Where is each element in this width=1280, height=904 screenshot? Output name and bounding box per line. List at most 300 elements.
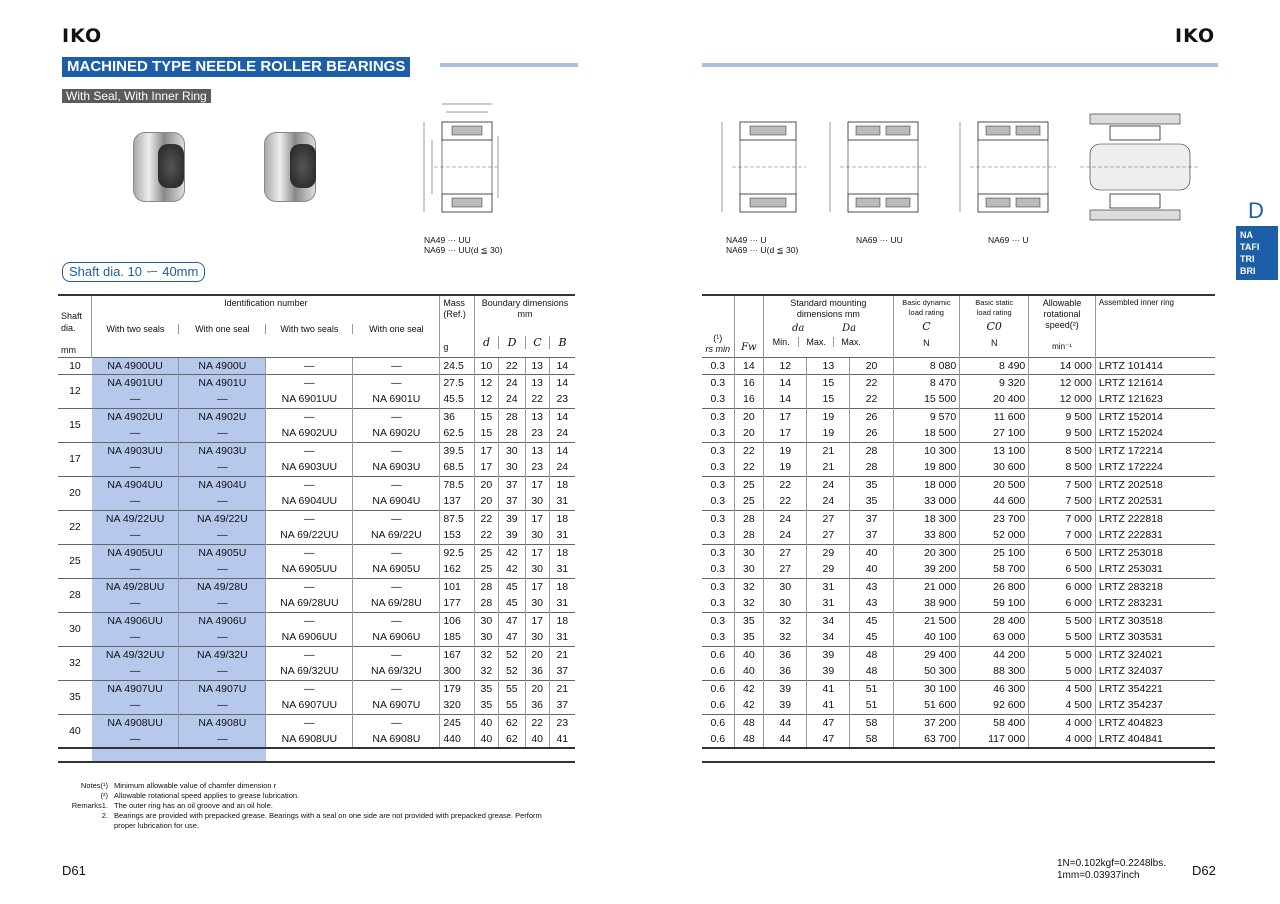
tab-item-bri[interactable]: BRI xyxy=(1240,266,1256,276)
fw-cell: 35 xyxy=(734,629,764,646)
da-min-cell: 36 xyxy=(764,663,807,680)
dim-D-cell: 30 xyxy=(498,442,525,459)
da-min-cell: 39 xyxy=(764,697,807,714)
drawing-caption-c: NA69 ··· U xyxy=(988,235,1029,245)
inner-ring-cell: LRTZ 202518 xyxy=(1095,476,1215,493)
dynamic-load-cell: 18 300 xyxy=(893,510,960,527)
one-seal-id-a: NA 4904U xyxy=(179,476,266,493)
fw-cell: 32 xyxy=(734,578,764,595)
dynamic-load-cell: 19 800 xyxy=(893,459,960,476)
dynamic-load-cell: 8 470 xyxy=(893,374,960,391)
static-load-cell: 11 600 xyxy=(960,408,1029,425)
hdr-stat: Basic static xyxy=(975,298,1014,307)
one-seal-id-a: NA 4905U xyxy=(179,544,266,561)
dim-B-cell: 18 xyxy=(549,612,575,629)
static-load-cell: 52 000 xyxy=(960,527,1029,544)
da-max-cell: 41 xyxy=(807,697,850,714)
mass-cell: 24.5 xyxy=(440,357,475,374)
hdr-g: g xyxy=(443,342,449,352)
da-max-cell: 19 xyxy=(807,408,850,425)
dim-d-cell: 32 xyxy=(474,646,498,663)
chamfer-cell: 0.3 xyxy=(702,357,734,374)
note-line xyxy=(60,811,580,821)
two-seals-id-b: NA 6903UU xyxy=(266,459,353,476)
hdr-D: D xyxy=(498,336,525,349)
shaft-dia-cell: 15 xyxy=(58,408,92,442)
chamfer-cell: 0.3 xyxy=(702,408,734,425)
inner-ring-cell: LRTZ 121623 xyxy=(1095,391,1215,408)
fw-cell: 20 xyxy=(734,408,764,425)
dim-B-cell: 31 xyxy=(549,527,575,544)
two-seals-id-a: NA 4900UU xyxy=(92,357,179,374)
dim-D-cell: 30 xyxy=(498,459,525,476)
hdr-damin: Min. xyxy=(772,337,790,347)
table-row xyxy=(702,459,1215,476)
mass-cell: 68.5 xyxy=(440,459,475,476)
Da-max-cell: 35 xyxy=(850,493,893,510)
table-row xyxy=(702,408,1215,425)
one-seal-id-b: — xyxy=(353,510,440,527)
dim-B-cell: 31 xyxy=(549,493,575,510)
brand-logo: IKO xyxy=(62,25,103,47)
note-tag: Notes(¹) xyxy=(80,781,108,790)
static-load-cell: 25 100 xyxy=(960,544,1029,561)
hdr-d: d xyxy=(482,336,490,349)
dim-D-cell: 45 xyxy=(498,595,525,612)
speed-cell: 6 500 xyxy=(1029,561,1096,578)
dynamic-load-cell: 33 000 xyxy=(893,493,960,510)
mass-cell: 185 xyxy=(440,629,475,646)
table-row xyxy=(58,629,575,646)
dim-B-cell: 31 xyxy=(549,561,575,578)
da-min-cell: 14 xyxy=(764,374,807,391)
shaft-dia-cell: 22 xyxy=(58,510,92,544)
speed-cell: 7 500 xyxy=(1029,476,1096,493)
da-min-cell: 24 xyxy=(764,510,807,527)
two-seals-id-b: — xyxy=(266,374,353,391)
table-row xyxy=(702,510,1215,527)
table-row xyxy=(58,493,575,510)
table-row xyxy=(58,595,575,612)
two-seals-id-b: NA 69/32UU xyxy=(266,663,353,680)
hdr-one-seal-b: With one seal xyxy=(352,324,439,334)
one-seal-id-b: NA 6906U xyxy=(353,629,440,646)
two-seals-id-b: NA 6907UU xyxy=(266,697,353,714)
inner-ring-cell: LRTZ 152024 xyxy=(1095,425,1215,442)
fw-cell: 22 xyxy=(734,442,764,459)
two-seals-id-b: NA 6901UU xyxy=(266,391,353,408)
note-text: The outer ring has an oil groove and an oil hole. xyxy=(114,801,273,810)
dim-D-cell: 52 xyxy=(498,663,525,680)
static-load-cell: 58 400 xyxy=(960,714,1029,731)
fw-cell: 40 xyxy=(734,663,764,680)
chamfer-cell: 0.3 xyxy=(710,461,726,474)
Da-max-cell: 48 xyxy=(850,663,893,680)
Da-max-cell: 51 xyxy=(850,697,893,714)
dim-B-cell: 41 xyxy=(549,731,575,748)
dim-B-cell: 14 xyxy=(549,357,575,374)
dynamic-load-cell: 9 570 xyxy=(893,408,960,425)
two-seals-id-b: NA 6908UU xyxy=(266,731,353,748)
table-row xyxy=(702,374,1215,391)
dynamic-load-cell: 21 500 xyxy=(893,612,960,629)
da-max-cell: 34 xyxy=(807,629,850,646)
dim-D-cell: 24 xyxy=(498,391,525,408)
fw-cell: 30 xyxy=(734,544,764,561)
da-min-cell: 22 xyxy=(764,476,807,493)
speed-cell: 4 500 xyxy=(1029,697,1096,714)
note-line xyxy=(60,781,580,791)
dim-C-cell: 30 xyxy=(525,629,549,646)
inner-ring-cell: LRTZ 303518 xyxy=(1095,612,1215,629)
tab-item-tafi[interactable]: TAFI xyxy=(1240,242,1260,252)
tab-item-na[interactable]: NA xyxy=(1240,230,1253,240)
table-row xyxy=(702,612,1215,629)
table-row xyxy=(58,544,575,561)
dim-C-cell: 17 xyxy=(525,510,549,527)
two-seals-id-b: NA 6905UU xyxy=(266,561,353,578)
table-row xyxy=(58,714,575,731)
one-seal-id-b: — xyxy=(353,442,440,459)
chamfer-cell: 0.6 xyxy=(710,699,726,712)
hdr-shaft: Shaft xyxy=(61,311,83,321)
unit-note-force: 1N=0.102kgf=0.2248lbs. xyxy=(1057,858,1166,869)
one-seal-id-b: NA 6904U xyxy=(353,493,440,510)
inner-ring-cell: LRTZ 121614 xyxy=(1095,374,1215,391)
fw-cell: 28 xyxy=(734,510,764,527)
static-load-cell: 44 600 xyxy=(960,493,1029,510)
dim-C-cell: 13 xyxy=(525,357,549,374)
speed-cell: 5 000 xyxy=(1029,663,1096,680)
hdr-Damax: Max. xyxy=(833,337,868,347)
dim-d-cell: 28 xyxy=(474,578,498,595)
hdr-one-seal-a: With one seal xyxy=(178,324,265,334)
dim-C-cell: 40 xyxy=(525,731,549,748)
table-row xyxy=(58,408,575,425)
one-seal-id-a: — xyxy=(179,697,266,714)
dim-d-cell: 30 xyxy=(474,629,498,646)
speed-cell: 4 000 xyxy=(1029,731,1096,748)
da-max-cell: 19 xyxy=(807,425,850,442)
dynamic-load-cell: 50 300 xyxy=(893,663,960,680)
mass-cell: 27.5 xyxy=(440,374,475,391)
speed-cell: 5 000 xyxy=(1029,646,1096,663)
hdr-mass: Mass xyxy=(443,298,465,308)
dim-D-cell: 28 xyxy=(498,425,525,442)
dim-C-cell: 23 xyxy=(525,425,549,442)
dynamic-load-cell: 39 200 xyxy=(893,561,960,578)
da-max-cell: 29 xyxy=(807,544,850,561)
Da-max-cell: 43 xyxy=(850,578,893,595)
inner-ring-cell: LRTZ 354237 xyxy=(1095,697,1215,714)
speed-cell: 5 500 xyxy=(1029,612,1096,629)
chamfer-cell: 0.3 xyxy=(710,631,726,644)
dim-B-cell: 18 xyxy=(549,510,575,527)
two-seals-id-a: — xyxy=(92,493,179,510)
bearing-drawings-right xyxy=(710,96,1210,224)
table-row xyxy=(702,714,1215,731)
two-seals-id-a: NA 4904UU xyxy=(92,476,179,493)
static-load-cell: 20 400 xyxy=(960,391,1029,408)
table-row xyxy=(58,374,575,391)
table-row xyxy=(702,442,1215,459)
mass-cell: 167 xyxy=(440,646,475,663)
dim-B-cell: 31 xyxy=(549,595,575,612)
shaft-dia-cell: 35 xyxy=(58,680,92,714)
one-seal-id-b: — xyxy=(353,680,440,697)
hdr-dia: dia. xyxy=(61,323,76,333)
hdr-da: da xyxy=(791,323,805,334)
dim-D-cell: 62 xyxy=(498,714,525,731)
hdr-fw: Fw xyxy=(734,295,764,357)
speed-cell: 8 500 xyxy=(1029,459,1096,476)
two-seals-id-b: — xyxy=(266,408,353,425)
hdr-boundary-mm: mm xyxy=(517,309,533,319)
table-row xyxy=(58,442,575,459)
fw-cell: 20 xyxy=(734,425,764,442)
da-min-cell: 27 xyxy=(764,544,807,561)
table-row xyxy=(702,476,1215,493)
bearing-photo-2 xyxy=(258,128,328,208)
inner-ring-cell: LRTZ 172214 xyxy=(1095,442,1215,459)
Da-max-cell: 40 xyxy=(850,544,893,561)
da-max-cell: 47 xyxy=(807,731,850,748)
mass-cell: 153 xyxy=(440,527,475,544)
two-seals-id-a: — xyxy=(92,731,179,748)
dim-d-cell: 22 xyxy=(474,527,498,544)
da-max-cell: 47 xyxy=(807,714,850,731)
two-seals-id-a: — xyxy=(92,697,179,714)
static-load-cell: 92 600 xyxy=(960,697,1029,714)
Da-max-cell: 37 xyxy=(850,527,893,544)
bearing-drawing-left xyxy=(412,96,512,224)
dim-d-cell: 25 xyxy=(474,561,498,578)
dynamic-load-cell: 51 600 xyxy=(893,697,960,714)
dim-D-cell: 37 xyxy=(498,493,525,510)
dynamic-load-cell: 33 800 xyxy=(893,527,960,544)
speed-cell: 9 500 xyxy=(1029,408,1096,425)
dynamic-load-cell: 63 700 xyxy=(893,731,960,748)
da-min-cell: 30 xyxy=(764,595,807,612)
static-load-cell: 8 490 xyxy=(960,357,1029,374)
note-text: Allowable rotational speed applies to grease lubrication. xyxy=(114,791,300,800)
table-row xyxy=(58,476,575,493)
mass-cell: 440 xyxy=(440,731,475,748)
dim-D-cell: 39 xyxy=(498,527,525,544)
dim-D-cell: 45 xyxy=(498,578,525,595)
mass-cell: 45.5 xyxy=(440,391,475,408)
da-min-cell: 32 xyxy=(764,612,807,629)
table-row xyxy=(58,697,575,714)
tab-item-tri[interactable]: TRI xyxy=(1240,254,1255,264)
table-row xyxy=(702,731,1215,748)
page-number-right: D62 xyxy=(1192,863,1216,878)
fw-cell: 16 xyxy=(734,391,764,408)
dim-C-cell: 13 xyxy=(525,374,549,391)
two-seals-id-b: — xyxy=(266,680,353,697)
dim-d-cell: 12 xyxy=(474,374,498,391)
two-seals-id-a: NA 4907UU xyxy=(92,680,179,697)
chamfer-cell: 0.3 xyxy=(702,544,734,561)
one-seal-id-b: NA 6901U xyxy=(353,391,440,408)
hdr-rpm: min⁻¹ xyxy=(1052,342,1072,351)
table-row xyxy=(58,680,575,697)
note-tag: Remarks1. xyxy=(71,801,108,810)
two-seals-id-b: — xyxy=(266,476,353,493)
chamfer-cell: 0.3 xyxy=(710,563,726,576)
static-load-cell: 23 700 xyxy=(960,510,1029,527)
fw-cell: 25 xyxy=(734,493,764,510)
Da-max-cell: 45 xyxy=(850,629,893,646)
Da-max-cell: 58 xyxy=(850,714,893,731)
dim-D-cell: 22 xyxy=(498,357,525,374)
speed-cell: 7 000 xyxy=(1029,510,1096,527)
inner-ring-cell: LRTZ 222818 xyxy=(1095,510,1215,527)
one-seal-id-b: NA 6908U xyxy=(353,731,440,748)
static-load-cell: 30 600 xyxy=(960,459,1029,476)
da-max-cell: 27 xyxy=(807,510,850,527)
chamfer-cell: 0.3 xyxy=(702,612,734,629)
mass-cell: 101 xyxy=(440,578,475,595)
dim-d-cell: 15 xyxy=(474,408,498,425)
dynamic-load-cell: 20 300 xyxy=(893,544,960,561)
one-seal-id-b: NA 69/32U xyxy=(353,663,440,680)
chamfer-cell: 0.3 xyxy=(702,374,734,391)
static-load-cell: 13 100 xyxy=(960,442,1029,459)
dim-D-cell: 47 xyxy=(498,629,525,646)
one-seal-id-a: — xyxy=(179,527,266,544)
da-max-cell: 34 xyxy=(807,612,850,629)
speed-cell: 7 500 xyxy=(1029,493,1096,510)
chamfer-cell: 0.6 xyxy=(702,646,734,663)
speed-cell: 6 000 xyxy=(1029,595,1096,612)
dynamic-load-cell: 37 200 xyxy=(893,714,960,731)
da-max-cell: 27 xyxy=(807,527,850,544)
hdr-std-mount: Standard mounting xyxy=(790,298,867,308)
da-min-cell: 12 xyxy=(764,357,807,374)
dim-D-cell: 47 xyxy=(498,612,525,629)
one-seal-id-b: — xyxy=(353,714,440,731)
dynamic-load-cell: 40 100 xyxy=(893,629,960,646)
mass-cell: 78.5 xyxy=(440,476,475,493)
dim-C-cell: 13 xyxy=(525,442,549,459)
dim-d-cell: 10 xyxy=(474,357,498,374)
table-row xyxy=(702,595,1215,612)
speed-cell: 4 000 xyxy=(1029,714,1096,731)
Da-max-cell: 22 xyxy=(850,374,893,391)
table-row xyxy=(702,578,1215,595)
two-seals-id-b: NA 6902UU xyxy=(266,425,353,442)
hdr-Nstat: N xyxy=(990,338,998,348)
table-row xyxy=(702,697,1215,714)
chamfer-cell: 0.3 xyxy=(702,578,734,595)
two-seals-id-a: — xyxy=(92,629,179,646)
notes-block xyxy=(60,781,580,831)
one-seal-id-a: NA 4908U xyxy=(179,714,266,731)
dim-B-cell: 21 xyxy=(549,646,575,663)
dim-d-cell: 32 xyxy=(474,663,498,680)
two-seals-id-a: — xyxy=(92,391,179,408)
Da-max-cell: 22 xyxy=(850,391,893,408)
inner-ring-cell: LRTZ 404823 xyxy=(1095,714,1215,731)
table-row xyxy=(702,493,1215,510)
shaft-dia-cell: 25 xyxy=(58,544,92,578)
static-load-cell: 27 100 xyxy=(960,425,1029,442)
fw-cell: 32 xyxy=(734,595,764,612)
da-min-cell: 36 xyxy=(764,646,807,663)
brand-logo-right: IKO xyxy=(1175,25,1216,47)
inner-ring-cell: LRTZ 324037 xyxy=(1095,663,1215,680)
two-seals-id-a: — xyxy=(92,595,179,612)
table-row xyxy=(58,391,575,408)
one-seal-id-a: — xyxy=(179,561,266,578)
two-seals-id-b: — xyxy=(266,612,353,629)
two-seals-id-b: — xyxy=(266,578,353,595)
mass-cell: 245 xyxy=(440,714,475,731)
one-seal-id-a: — xyxy=(179,459,266,476)
table-row xyxy=(702,391,1215,408)
static-load-cell: 117 000 xyxy=(960,731,1029,748)
hdr-dyn: Basic dynamic xyxy=(902,298,951,307)
one-seal-id-a: NA 4901U xyxy=(179,374,266,391)
dim-C-cell: 17 xyxy=(525,476,549,493)
chamfer-cell: 0.6 xyxy=(710,665,726,678)
mass-cell: 179 xyxy=(440,680,475,697)
drawing-caption-a2: NA69 ··· U(d ≦ 30) xyxy=(726,245,799,255)
dynamic-load-cell: 18 000 xyxy=(893,476,960,493)
dim-d-cell: 25 xyxy=(474,544,498,561)
two-seals-id-a: NA 49/22UU xyxy=(92,510,179,527)
page-title: MACHINED TYPE NEEDLE ROLLER BEARINGS xyxy=(62,57,410,77)
dim-C-cell: 17 xyxy=(525,578,549,595)
dynamic-load-cell: 21 000 xyxy=(893,578,960,595)
Da-max-cell: 40 xyxy=(850,561,893,578)
table-row xyxy=(702,357,1215,374)
speed-cell: 9 500 xyxy=(1029,425,1096,442)
da-max-cell: 15 xyxy=(807,374,850,391)
fw-cell: 16 xyxy=(734,374,764,391)
dim-C-cell: 36 xyxy=(525,697,549,714)
drawing-caption-1: NA49 ··· UU xyxy=(424,235,471,245)
Da-max-cell: 35 xyxy=(850,476,893,493)
Da-max-cell: 48 xyxy=(850,646,893,663)
table-row xyxy=(58,561,575,578)
dim-C-cell: 17 xyxy=(525,612,549,629)
one-seal-id-b: — xyxy=(353,646,440,663)
Da-max-cell: 43 xyxy=(850,595,893,612)
hdr-ref: (Ref.) xyxy=(443,309,466,319)
hdr-dim-mm: dimensions mm xyxy=(796,309,860,319)
Da-max-cell: 28 xyxy=(850,442,893,459)
one-seal-id-a: NA 49/22U xyxy=(179,510,266,527)
inner-ring-cell: LRTZ 222831 xyxy=(1095,527,1215,544)
two-seals-id-a: NA 4905UU xyxy=(92,544,179,561)
one-seal-id-b: — xyxy=(353,357,440,374)
Da-max-cell: 28 xyxy=(850,459,893,476)
Da-max-cell: 37 xyxy=(850,510,893,527)
dim-B-cell: 18 xyxy=(549,544,575,561)
dim-d-cell: 12 xyxy=(474,391,498,408)
table-row xyxy=(58,425,575,442)
speed-cell: 6 000 xyxy=(1029,578,1096,595)
static-load-cell: 63 000 xyxy=(960,629,1029,646)
dim-d-cell: 35 xyxy=(474,680,498,697)
fw-cell: 48 xyxy=(734,731,764,748)
da-min-cell: 44 xyxy=(764,714,807,731)
note-tag xyxy=(60,821,114,831)
da-min-cell: 24 xyxy=(764,527,807,544)
dim-B-cell: 14 xyxy=(549,408,575,425)
